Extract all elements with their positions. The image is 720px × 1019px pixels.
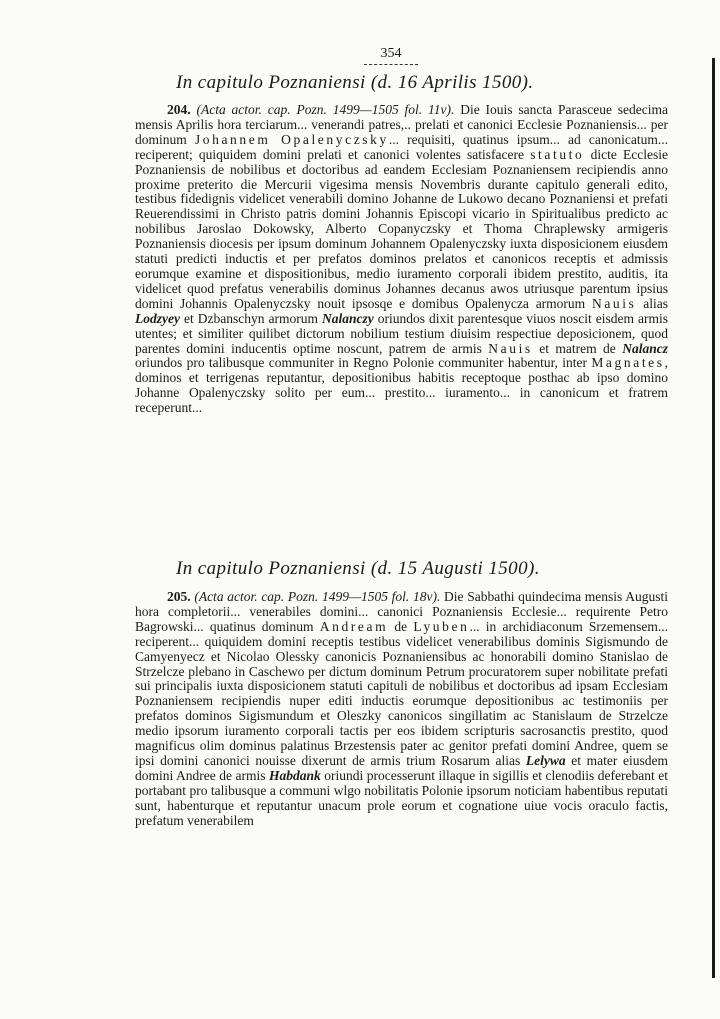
spaced-word: Magnates — [591, 355, 665, 371]
spaced-word: Nauis — [591, 295, 637, 311]
page-number-rule — [364, 64, 418, 65]
arms-name: Lelywa — [525, 752, 566, 768]
entry-205 — [135, 590, 668, 829]
entry-text: ... requisiti, quatinus ipsum... ad canonicatum... reciperent; quiquidem domini prelati et canonici volentes satisfacere — [135, 131, 668, 162]
page-number: 354 — [380, 46, 402, 61]
spaced-name: Lyuben — [413, 618, 470, 634]
arms-name: Habdank — [269, 767, 321, 783]
arms-name: Nalancz — [622, 340, 668, 356]
entry-text: Die Sabbathi quindecima mensis Augusti hora completorii... venerabiles domini... canonici Poznaniensis Ecclesie... requirente Petro Bagrowski... quatinus dominum — [135, 589, 669, 634]
entry-text: et mater eiusdem domini Andree de armis — [135, 752, 668, 783]
section-heading-2: In capitulo Poznaniensi (d. 15 Augusti 1500). — [176, 558, 540, 579]
spaced-word: statuto — [530, 146, 585, 162]
arms-name: Lodzyey — [135, 310, 180, 326]
entry-text: et Dzbanschyn armorum — [179, 310, 322, 326]
entry-citation: (Acta actor. cap. Pozn. 1499—1505 fol. 18v). — [194, 589, 441, 604]
spaced-word: Nauis — [488, 340, 533, 356]
entry-text: dicte Ecclesie Poznaniensis de nobilibus et doctoribus ad eandem Ecclesiam Poznaniensem recipiendis anno proxime preterito die Mercurii vigesima mensis Novembris durante capitulo generali edito, testibus fidedignis videlicet venerabili domino Johanne de Lukowo decano Poznaniensi et prefati Reuerendissimi in Christo patris domini Johannis Episcopi vicario in Spiritualibus predicto ac nobilibus Jaroslao Dokowsky, Alberto Copanyczsky et Thoma Chraplewsky armigeris Poznaniensis diocesis per ipsum dominum Johannem Opalenyczsky iuxta disposicionem eiusdem statuti predicti inductis et per prefatos dominos prelatos et canonicos receptis et admissis eorumque examine et dispositionibus, medio iuramento corporali ibidem prestito, auditis, ita videlicet quod prefatus venerabilis dominus Johannes decanus awos utriusque parentum ipsius domini Johannis Opalenyczsky nouit ipsosqe e domibus Opalenycza armorum — [135, 146, 668, 311]
entry-text: de — [388, 618, 414, 634]
entry-number: 204. — [167, 102, 191, 117]
section-heading-1: In capitulo Poznaniensi (d. 16 Aprilis 1500). — [176, 72, 534, 93]
spaced-name: Johannem Opalenyczsky — [194, 131, 389, 147]
entry-text: Die Iouis sancta Parasceue sedecima mensis Aprilis hora terciarum... venerandi patres,.. prelati et canonici Ecclesie Poznaniensis... per dominum — [135, 102, 668, 147]
entry-text: oriundos pro talibusque communiter in Regno Polonie communiter habentur, inter — [135, 355, 592, 371]
entry-204 — [135, 103, 668, 416]
entry-text: alias — [636, 295, 668, 311]
entry-text: , dominos et terrigenas reputantur, depositionibus habitis receptoque posthac ab ipso domino Johanne Opalenyczsky solito per eum... prestito... iuramento... in canonicum et fratrem receperunt... — [135, 355, 668, 416]
entry-text: ... in archidiaconum Srzemensem... reciperent... quiquidem domini receptis testibus videlicet venerabilibus dominis Sigismundo de Camyenyecz et Nicolao Olessky canonicis Poznaniensibus ac honorabili domino Stanislao de Strzelcze plebano in Caschewo per dictum dominum Petrum procuratorem super nobilitate prefati sui principalis iuxta disposicionem statuti capituli de nobilibus et doctoribus ad ipsam Ecclesiam Poznaniensem recipiendis nuper editi inductis eorumque depositionibus ac testimoniis per prefatos dominos Sigismundum et Oleszky canonicos singillatim ac Stanislaum de Strzelcze medio ipsorum iuramento corporali tactis per eos ibidem scripturis sacrosanctis prestito, quod magnificus olim dominus palatinus Brzestensis pater ac genitor prefati domini Andree, quem se ipsi domini canonici nouisse dixerunt de armis trium Rosarum alias — [135, 618, 668, 768]
entry-citation: (Acta actor. cap. Pozn. 1499—1505 fol. 11v). — [196, 102, 455, 117]
entry-text: oriundi processerunt illaque in sigillis et clenodiis deferebant et portabant pro talibusque a communi wlgo nobilitatis Polonie ipsorum noticiam habentibus reputati sunt, habenturque et reputantur unacum prole eorum et cognatione uiue vocis oraculo factis, prefatum venerabilem — [135, 767, 668, 828]
arms-name: Nalanczy — [321, 310, 374, 326]
entry-text: et matrem de — [532, 340, 623, 356]
page-right-edge — [712, 58, 715, 978]
entry-text: oriundos dixit parentesque viuos noscit eisdem armis utentes; et similiter quilibet dictorum nobilium testium diuisim respectiue deposicionem, quod parentes domini inducentis optime noscunt, patrem de armis — [135, 310, 668, 356]
spaced-name: Andream — [319, 618, 389, 634]
entry-number: 205. — [167, 589, 191, 604]
